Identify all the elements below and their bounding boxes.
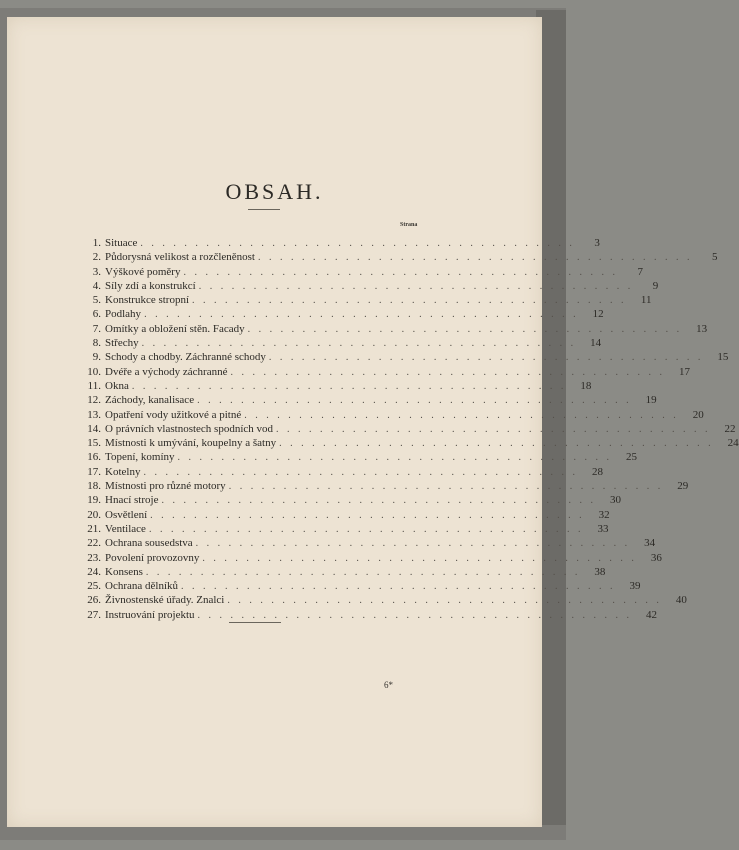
toc-dot-leader: . . . . . . . . . . . . . . . . . . . . . . . . . . . . . . . . . . . . . . . . bbox=[177, 452, 613, 464]
toc-entry-number: 23. bbox=[87, 551, 101, 564]
toc-dot-leader: . . . . . . . . . . . . . . . . . . . . . . . . . . . . . . . . . . . . . . . . bbox=[258, 252, 693, 264]
toc-entry-page: 7 bbox=[637, 265, 643, 278]
toc-dot-leader: . . . . . . . . . . . . . . . . . . . . . . . . . . . . . . . . . . . . . . . . bbox=[202, 552, 637, 564]
toc-entry-number: 5. bbox=[92, 294, 101, 307]
toc-entry-title: Omítky a obložení stěn. Facady bbox=[105, 322, 245, 335]
toc-entry bbox=[79, 579, 641, 593]
toc-entry-page: 34 bbox=[644, 537, 656, 550]
toc-entry-number: 12. bbox=[87, 394, 101, 407]
toc-entry bbox=[79, 536, 656, 550]
toc-entry-number: 10. bbox=[87, 365, 101, 378]
toc-dot-leader: . . . . . . . . . . . . . . . . . . . . . . . . . . . . . . . . . . . . . . . . bbox=[195, 538, 631, 550]
toc-entry-page: 33 bbox=[597, 522, 609, 535]
toc-entry-page: 12 bbox=[592, 308, 604, 321]
toc-entry-page: 42 bbox=[646, 608, 658, 621]
toc-entry bbox=[79, 565, 606, 579]
toc-entry-page: 40 bbox=[675, 594, 687, 607]
toc-entry-page: 20 bbox=[692, 408, 704, 421]
toc-entry bbox=[79, 493, 621, 507]
toc-entry bbox=[79, 479, 689, 493]
toc-entry-number: 15. bbox=[87, 437, 101, 450]
toc-entry-title: Konstrukce stropní bbox=[105, 294, 190, 307]
toc-entry-title: Ventilace bbox=[105, 522, 146, 535]
toc-entry bbox=[79, 465, 603, 479]
toc-dot-leader: . . . . . . . . . . . . . . . . . . . . . . . . . . . . . . . . . . . . . . . . bbox=[143, 466, 578, 478]
bottom-divider bbox=[229, 622, 281, 623]
toc-entry-title: Záchody, kanalisace bbox=[105, 394, 195, 407]
toc-entry-number: 18. bbox=[87, 480, 101, 493]
toc-entry-title: Topení, komíny bbox=[105, 451, 175, 464]
toc-entry bbox=[79, 608, 658, 622]
toc-entry-page: 9 bbox=[652, 279, 659, 292]
toc-entry bbox=[79, 522, 609, 536]
toc-entry-number: 16. bbox=[87, 451, 101, 464]
toc-entry bbox=[79, 293, 652, 307]
toc-entry bbox=[79, 379, 592, 393]
toc-dot-leader: . . . . . . . . . . . . . . . . . . . . . . . . . . . . . . . . . . . . . . . . bbox=[181, 581, 616, 593]
toc-dot-leader: . . . . . . . . . . . . . . . . . . . . . . . . . . . . . . . . . . . . . . . . bbox=[230, 366, 665, 378]
toc-entry-title: Konsens bbox=[105, 565, 143, 578]
toc-dot-leader: . . . . . . . . . . . . . . . . . . . . . . . . . . . . . . . . . . . . . . . . bbox=[247, 323, 683, 335]
toc-dot-leader: . . . . . . . . . . . . . . . . . . . . . . . . . . . . . . . . . . . . . . . . bbox=[131, 380, 567, 392]
toc-entry-title: Místnosti pro různé motory bbox=[105, 480, 226, 493]
toc-dot-leader: . . . . . . . . . . . . . . . . . . . . . . . . . . . . . . . . . . . . . . . . bbox=[197, 609, 633, 621]
toc-dot-leader: . . . . . . . . . . . . . . . . . . . . . . . . . . . . . . . . . . . . . . . . bbox=[227, 595, 662, 607]
toc-entry-number: 9. bbox=[92, 351, 101, 364]
toc-entry-title: Opatření vody užitkové a pitné bbox=[105, 408, 242, 421]
toc-entry-number: 4. bbox=[92, 279, 101, 292]
page-column-header: Strana bbox=[400, 222, 418, 228]
toc-dot-leader: . . . . . . . . . . . . . . . . . . . . . . . . . . . . . . . . . . . . . . . . bbox=[140, 238, 575, 249]
toc-entry-page: 17 bbox=[678, 365, 690, 378]
toc-dot-leader: . . . . . . . . . . . . . . . . . . . . . . . . . . . . . . . . . . . . . . . . bbox=[228, 481, 664, 493]
toc-dot-leader: . . . . . . . . . . . . . . . . . . . . . . . . . . . . . . . . . . . . . . . . bbox=[192, 295, 627, 307]
toc-entry-title: Podlahy bbox=[105, 308, 142, 321]
toc-entry-page: 13 bbox=[696, 322, 708, 335]
toc-entry-number: 25. bbox=[87, 580, 101, 593]
toc-entry-title: Osvětlení bbox=[105, 508, 148, 521]
toc-entry-title: Místnosti k umývání, koupelny a šatny bbox=[105, 437, 277, 450]
toc-dot-leader: . . . . . . . . . . . . . . . . . . . . . . . . . . . . . . . . . . . . . . . . bbox=[197, 395, 632, 407]
toc-entry-page: 11 bbox=[640, 294, 652, 307]
book-page bbox=[7, 17, 739, 827]
toc-entry-number: 14. bbox=[87, 422, 101, 435]
toc-entry bbox=[79, 350, 729, 364]
toc-entry-page: 14 bbox=[590, 337, 602, 350]
toc-entry-title: Kotelny bbox=[105, 465, 141, 478]
toc-entry bbox=[79, 436, 739, 450]
toc-entry-title: Síly zdí a konstrukcí bbox=[105, 279, 196, 292]
toc-dot-leader: . . . . . . . . . . . . . . . . . . . . . . . . . . . . . . . . . . . . . . . . bbox=[244, 409, 679, 421]
toc-entry-page: 38 bbox=[594, 565, 606, 578]
toc-entry-title: Situace bbox=[105, 237, 138, 249]
toc-entry bbox=[79, 322, 708, 336]
toc-entry-page: 19 bbox=[645, 394, 657, 407]
toc-entry-page: 18 bbox=[580, 379, 592, 392]
toc-entry-title: Půdorysná velikost a rozčleněnost bbox=[105, 251, 255, 264]
toc-entry-page: 39 bbox=[629, 580, 641, 593]
toc-dot-leader: . . . . . . . . . . . . . . . . . . . . . . . . . . . . . . . . . . . . . . . . bbox=[144, 309, 579, 321]
toc-entry-number: 17. bbox=[87, 465, 101, 478]
toc-entry-title: Hnací stroje bbox=[105, 494, 159, 507]
toc-dot-leader: . . . . . . . . . . . . . . . . . . . . . . . . . . . . . . . . . . . . . . . . bbox=[150, 509, 585, 521]
toc-dot-leader: . . . . . . . . . . . . . . . . . . . . . . . . . . . . . . . . . . . . . . . . bbox=[183, 266, 618, 278]
toc-entry-title: Výškové poměry bbox=[105, 265, 181, 278]
toc-entry bbox=[79, 236, 600, 250]
toc-entry bbox=[79, 551, 662, 565]
toc-entry-number: 27. bbox=[87, 608, 101, 621]
toc-entry bbox=[79, 336, 602, 350]
toc-entry-number: 11. bbox=[87, 379, 101, 392]
toc-entry-number: 26. bbox=[87, 594, 101, 607]
toc-entry-title: Povolení provozovny bbox=[105, 551, 200, 564]
toc-entry-number: 6. bbox=[92, 308, 101, 321]
toc-entry-page: 25 bbox=[626, 451, 638, 464]
toc-entry bbox=[79, 422, 736, 436]
toc-entry bbox=[79, 265, 643, 279]
toc-dot-leader: . . . . . . . . . . . . . . . . . . . . . . . . . . . . . . . . . . . . . . . . bbox=[141, 338, 577, 350]
toc-entry bbox=[79, 307, 604, 321]
toc-entry-title: Živnostenské úřady. Znalci bbox=[105, 594, 225, 607]
toc-entry-title: Střechy bbox=[105, 337, 139, 350]
toc-entry-page: 15 bbox=[717, 351, 729, 364]
toc-dot-leader: . . . . . . . . . . . . . . . . . . . . . . . . . . . . . . . . . . . . . . . . bbox=[276, 423, 711, 435]
toc-entry bbox=[79, 593, 687, 607]
toc-entry-number: 2. bbox=[92, 251, 101, 264]
toc-entry-title: O právních vlastnostech spodních vod bbox=[105, 422, 274, 435]
toc-entry bbox=[79, 250, 718, 264]
toc-entry-title: Dvéře a východy záchranné bbox=[105, 365, 228, 378]
toc-entry bbox=[79, 365, 690, 379]
toc-entry-page: 32 bbox=[598, 508, 610, 521]
table-of-contents bbox=[79, 236, 739, 622]
toc-entry-page: 5 bbox=[712, 251, 718, 264]
toc-entry-page: 30 bbox=[609, 494, 621, 507]
printer-signature-mark: 6* bbox=[384, 680, 393, 690]
toc-entry-page: 22 bbox=[724, 422, 736, 435]
toc-entry bbox=[79, 279, 659, 293]
toc-dot-leader: . . . . . . . . . . . . . . . . . . . . . . . . . . . . . . . . . . . . . . . . bbox=[148, 523, 584, 535]
toc-entry-number: 21. bbox=[87, 522, 101, 535]
toc-entry-page: 36 bbox=[650, 551, 662, 564]
toc-dot-leader: . . . . . . . . . . . . . . . . . . . . . . . . . . . . . . . . . . . . . . . . bbox=[145, 566, 581, 578]
toc-entry-page: 24 bbox=[727, 437, 739, 450]
toc-entry-page: 28 bbox=[591, 465, 603, 478]
toc-entry-title: Instruování projektu bbox=[105, 608, 195, 621]
toc-entry bbox=[79, 450, 638, 464]
toc-entry-number: 13. bbox=[87, 408, 101, 421]
toc-entry-title: Ochrana sousedstva bbox=[105, 537, 193, 550]
toc-entry-title: Okna bbox=[105, 379, 129, 392]
toc-entry-number: 19. bbox=[87, 494, 101, 507]
toc-entry-page: 3 bbox=[594, 237, 600, 249]
toc-entry-title: Ochrana dělníků bbox=[105, 580, 178, 593]
toc-entry-title: Schody a chodby. Záchranné schody bbox=[105, 351, 266, 364]
title-divider bbox=[248, 209, 280, 210]
toc-entry bbox=[79, 393, 657, 407]
toc-entry-number: 20. bbox=[87, 508, 101, 521]
toc-entry-number: 3. bbox=[92, 265, 101, 278]
toc-entry bbox=[79, 408, 704, 422]
toc-dot-leader: . . . . . . . . . . . . . . . . . . . . . . . . . . . . . . . . . . . . . . . . bbox=[161, 495, 596, 507]
toc-dot-leader: . . . . . . . . . . . . . . . . . . . . . . . . . . . . . . . . . . . . . . . . bbox=[268, 352, 704, 364]
toc-dot-leader: . . . . . . . . . . . . . . . . . . . . . . . . . . . . . . . . . . . . . . . . bbox=[198, 280, 634, 292]
toc-entry-number: 1. bbox=[92, 237, 101, 249]
toc-entry bbox=[79, 508, 610, 522]
toc-entry-number: 7. bbox=[92, 322, 101, 335]
toc-entry-page: 29 bbox=[677, 480, 689, 493]
toc-entry-number: 22. bbox=[87, 537, 101, 550]
toc-dot-leader: . . . . . . . . . . . . . . . . . . . . . . . . . . . . . . . . . . . . . . . . bbox=[279, 438, 714, 450]
toc-entry-number: 24. bbox=[87, 565, 101, 578]
toc-entry-number: 8. bbox=[92, 337, 101, 350]
page-title: OBSAH. bbox=[225, 179, 324, 204]
